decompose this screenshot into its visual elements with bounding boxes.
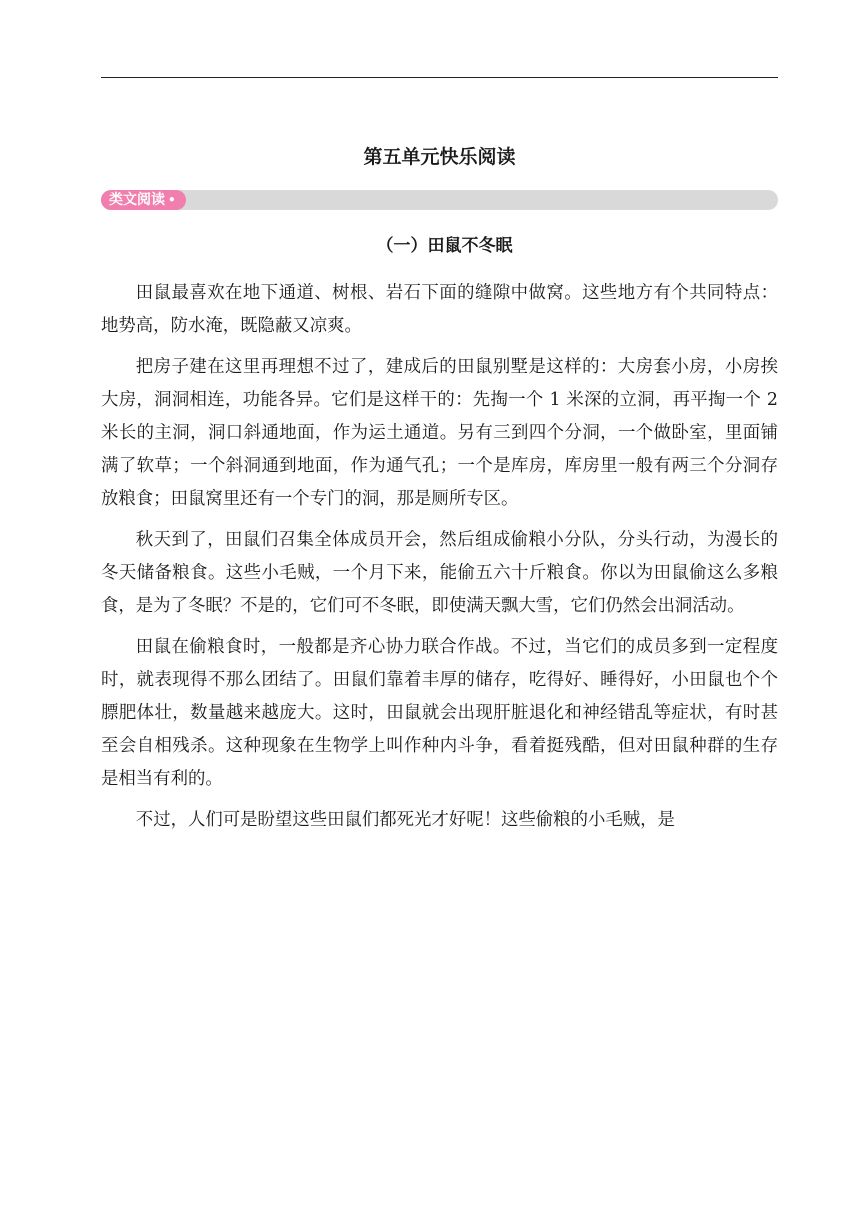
paragraph: 不过，人们可是盼望这些田鼠们都死光才好呢！这些偷粮的小毛贼，是: [135, 810, 675, 830]
section-tag-dot: •: [168, 193, 176, 207]
article-body: [101, 277, 778, 845]
section-tag-label: 类文阅读: [109, 192, 165, 208]
paragraph: 田鼠最喜欢在地下通道、树根、岩石下面的缝隙中做窝。这些地方有个共同特点：地势高，防水淹，既隐蔽又凉爽。: [101, 283, 778, 336]
unit-title: 第五单元快乐阅读: [363, 146, 516, 168]
paragraph: 秋天到了，田鼠们召集全体成员开会，然后组成偷粮小分队，分头行动，为漫长的冬天储备粮食。这些小毛贼，一个月下来，能偷五六十斤粮食。你以为田鼠偷这么多粮食，是为了冬眠？不是的，它们可不冬眠，即使满天飘大雪，它们仍然会出洞活动。: [101, 530, 778, 616]
section-bar: [101, 190, 778, 210]
paragraph: 把房子建在这里再理想不过了，建成后的田鼠别墅是这样的：大房套小房，小房挨大房，洞洞相连，功能各异。它们是这样干的：先掏一个 1 米深的立洞，再平掏一个 2 米长的主洞，洞口斜通地面，作为运土通道。另有三到四个分洞，一个做卧室，里面铺满了软草；一个斜洞通到地面，作为通气孔；一个是库房，库房里一般有两三个分洞存放粮食；田鼠窝里还有一个专门的洞，那是厕所专区。: [101, 357, 778, 509]
section-tag: [101, 190, 186, 210]
article-title: （一）田鼠不冬眠: [376, 236, 513, 256]
header-rule: [101, 77, 778, 78]
paragraph: 田鼠在偷粮食时，一般都是齐心协力联合作战。不过，当它们的成员多到一定程度时，就表现得不那么团结了。田鼠们靠着丰厚的储存，吃得好、睡得好，小田鼠也个个膘肥体壮，数量越来越庞大。这时，田鼠就会出现肝脏退化和神经错乱等症状，有时甚至会自相残杀。这种现象在生物学上叫作种内斗争，看着挺残酷，但对田鼠种群的生存是相当有利的。: [101, 637, 778, 789]
